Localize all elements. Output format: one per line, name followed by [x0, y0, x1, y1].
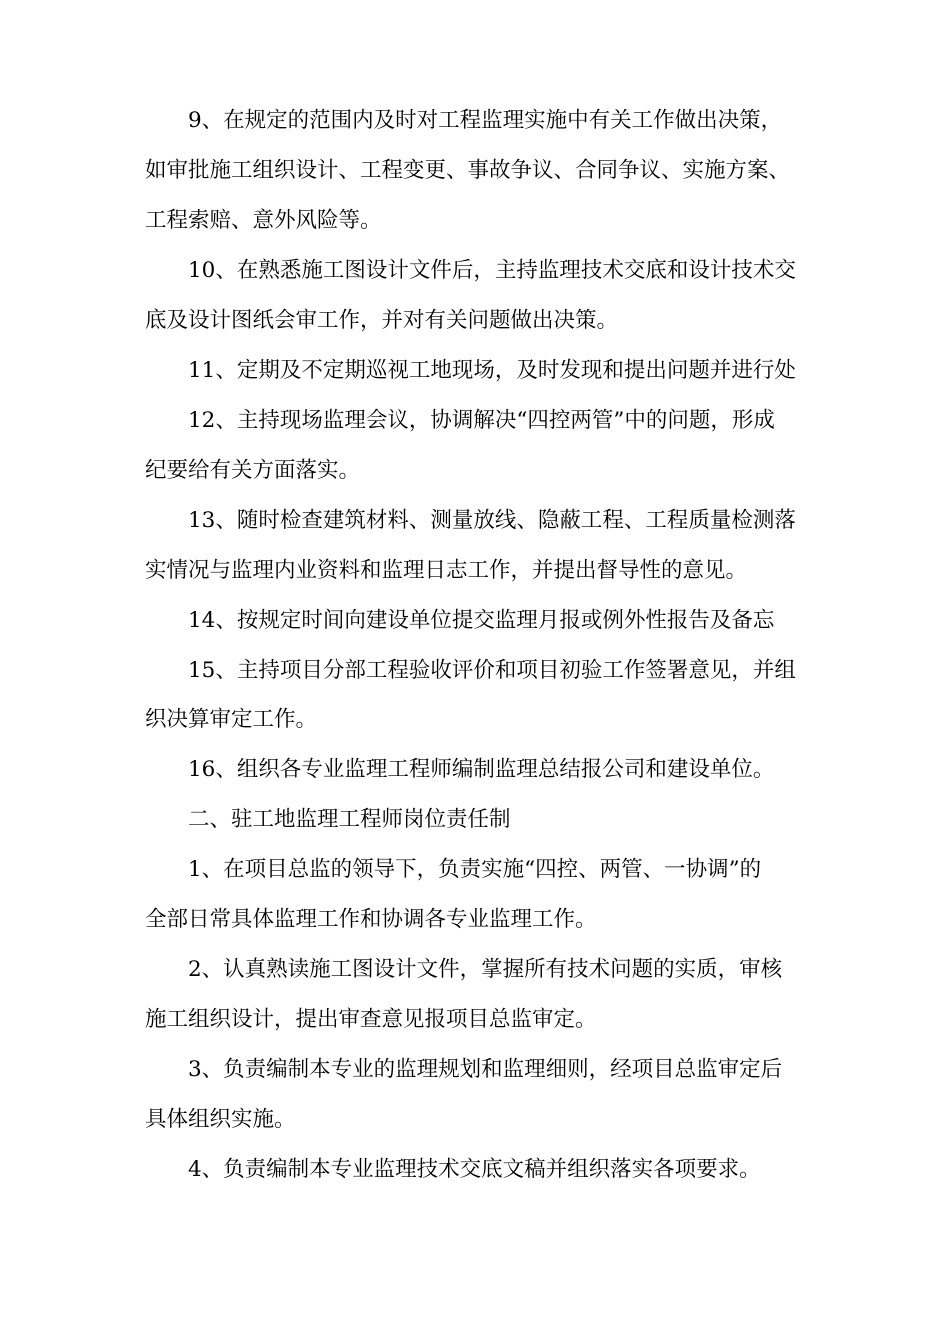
text-line: 2、认真熟读施工图设计文件，掌握所有技术问题的实质，审核	[188, 957, 783, 982]
text-line: 14、按规定时间向建设单位提交监理月报或例外性报告及备忘	[188, 608, 775, 633]
section-heading: 二、驻工地监理工程师岗位责任制	[188, 807, 511, 832]
text-line: 工程索赔、意外风险等。	[145, 208, 382, 233]
text-line: 底及设计图纸会审工作，并对有关问题做出决策。	[145, 308, 619, 333]
text-line: 1、在项目总监的领导下，负责实施“四控、两管、一协调”的	[188, 857, 762, 882]
text-line: 13、随时检查建筑材料、测量放线、隐蔽工程、工程质量检测落	[188, 508, 796, 533]
text-line: 4、负责编制本专业监理技术交底文稿并组织落实各项要求。	[188, 1157, 761, 1182]
text-line: 11、定期及不定期巡视工地现场，及时发现和提出问题并进行处	[188, 358, 796, 383]
text-line: 15、主持项目分部工程验收评价和项目初验工作签署意见，并组	[188, 658, 796, 683]
text-line: 具体组织实施。	[145, 1107, 296, 1132]
text-line: 实情况与监理内业资料和监理日志工作，并提出督导性的意见。	[145, 558, 748, 583]
text-line: 如审批施工组织设计、工程变更、事故争议、合同争议、实施方案、	[145, 158, 791, 183]
text-line: 全部日常具体监理工作和协调各专业监理工作。	[145, 907, 597, 932]
text-line: 12、主持现场监理会议，协调解决“四控两管”中的问题，形成	[188, 408, 775, 433]
text-line: 3、负责编制本专业的监理规划和监理细则，经项目总监审定后	[188, 1057, 783, 1082]
text-line: 9、在规定的范围内及时对工程监理实施中有关工作做出决策，	[188, 108, 783, 133]
text-line: 16、组织各专业监理工程师编制监理总结报公司和建设单位。	[188, 757, 775, 782]
text-line: 纪要给有关方面落实。	[145, 458, 361, 483]
text-line: 10、在熟悉施工图设计文件后，主持监理技术交底和设计技术交	[188, 258, 796, 283]
text-line: 施工组织设计，提出审查意见报项目总监审定。	[145, 1007, 597, 1032]
text-line: 织决算审定工作。	[145, 707, 318, 732]
